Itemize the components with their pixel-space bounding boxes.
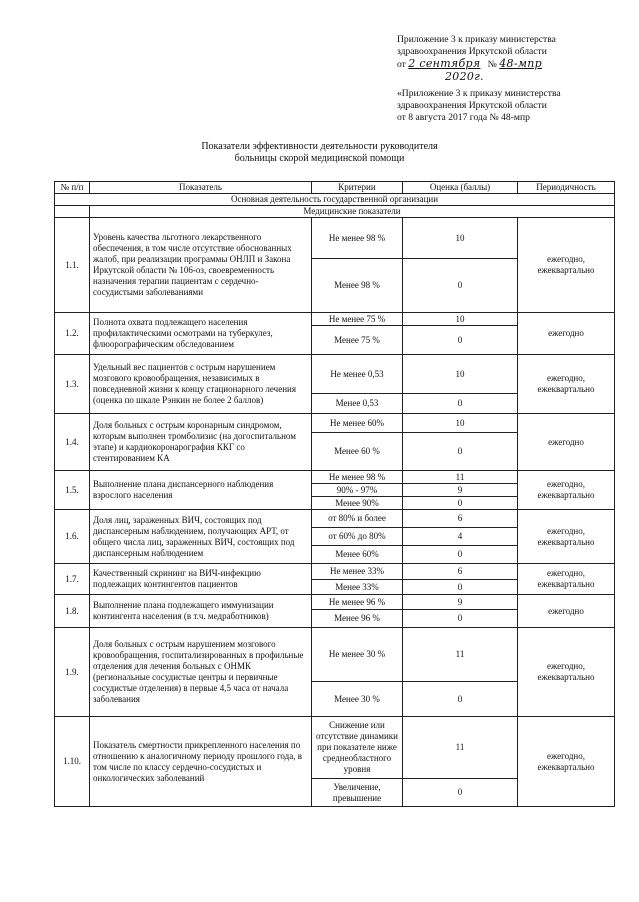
- score-cell: 0: [403, 394, 518, 414]
- table-row: [55, 628, 615, 682]
- indicators-table: [54, 181, 615, 807]
- score-cell: 11: [403, 628, 518, 682]
- title-line2: больницы скорой медицинской помощи: [234, 153, 405, 164]
- criteria-cell: 90% - 97%: [312, 484, 403, 497]
- criteria-cell: Не менее 33%: [312, 564, 403, 580]
- score-cell: 10: [403, 218, 518, 259]
- score-cell: 0: [403, 779, 518, 807]
- header-line4: [397, 71, 556, 84]
- title-line1: Показатели эффективности деятельности руководителя: [201, 141, 438, 152]
- row-number: 1.10.: [55, 717, 90, 807]
- header-line1: Приложение 3 к приказу министерства: [397, 34, 556, 45]
- approval-header: [397, 34, 556, 84]
- indicator-text: Доля лиц, зараженных ВИЧ, состоящих под диспансерным наблюдением, получающих АРТ, от общего числа лиц, зараженных ВИЧ, состоящих под диспансерным наблюдением: [90, 510, 312, 564]
- row-number: 1.9.: [55, 628, 90, 717]
- table-row: [55, 564, 615, 580]
- score-cell: 0: [403, 326, 518, 355]
- score-cell: 0: [403, 433, 518, 471]
- score-cell: 9: [403, 595, 518, 610]
- criteria-cell: Менее 60%: [312, 546, 403, 564]
- row-number: 1.4.: [55, 414, 90, 471]
- criteria-cell: Менее 90%: [312, 497, 403, 510]
- criteria-cell: Снижение или отсутствие динамики при показателе ниже среднеобластного уровня: [312, 717, 403, 779]
- score-cell: 10: [403, 414, 518, 433]
- handwritten-date: 2 сентября: [408, 57, 481, 70]
- row-number: 1.3.: [55, 355, 90, 414]
- score-cell: 0: [403, 610, 518, 628]
- criteria-cell: Менее 0,53: [312, 394, 403, 414]
- criteria-cell: Менее 75 %: [312, 326, 403, 355]
- subsection-row: [55, 206, 615, 218]
- criteria-cell: Не менее 98 %: [312, 218, 403, 259]
- criteria-cell: Менее 30 %: [312, 682, 403, 717]
- periodicity-cell: ежегодно, ежеквартально: [518, 471, 615, 510]
- ref-line1: «Приложение 3 к приказу министерства: [397, 88, 561, 99]
- periodicity-cell: ежегодно, ежеквартально: [518, 218, 615, 313]
- subsection-title: Медицинские показатели: [90, 206, 615, 218]
- criteria-cell: Не менее 75 %: [312, 313, 403, 326]
- score-cell: 9: [403, 484, 518, 497]
- score-cell: 6: [403, 564, 518, 580]
- row-number: 1.7.: [55, 564, 90, 595]
- score-cell: 0: [403, 259, 518, 313]
- criteria-cell: Менее 96 %: [312, 610, 403, 628]
- col-header-num: № п/п: [55, 182, 90, 194]
- table-row: [55, 218, 615, 259]
- document-title: [0, 141, 639, 165]
- criteria-cell: Не менее 98 %: [312, 471, 403, 484]
- ref-line3: от 8 августа 2017 года № 48-мпр: [397, 112, 530, 123]
- indicator-text: Качественный скрининг на ВИЧ-инфекцию подлежащих контингентов пациентов: [90, 564, 312, 595]
- table-row: [55, 595, 615, 610]
- table-row: [55, 717, 615, 779]
- indicator-text: Выполнение плана диспансерного наблюдения взрослого населения: [90, 471, 312, 510]
- criteria-cell: Не менее 60%: [312, 414, 403, 433]
- header-line3: от 2 сентября № 48-мпр: [397, 57, 542, 70]
- indicator-text: Выполнение плана подлежащего иммунизации контингента населения (в т.ч. медработников): [90, 595, 312, 628]
- indicator-text: Показатель смертности прикрепленного населения по отношению к аналогичному периоду прошлого года, в том числе по классу сердечно-сосудистых и онкологических заболеваний: [90, 717, 312, 807]
- table-row: [55, 510, 615, 528]
- indicator-text: Удельный вес пациентов с острым нарушением мозгового кровообращения, независимых в повседневной жизни к концу стационарного лечения (оценка по шкале Рэнкин не более 2 баллов): [90, 355, 312, 414]
- periodicity-cell: ежегодно: [518, 313, 615, 355]
- criteria-cell: Не менее 0,53: [312, 355, 403, 394]
- score-cell: 0: [403, 580, 518, 595]
- section-title: Основная деятельность государственной организации: [55, 194, 615, 206]
- score-cell: 0: [403, 682, 518, 717]
- row-number: 1.6.: [55, 510, 90, 564]
- table-row: [55, 471, 615, 484]
- table-row: [55, 313, 615, 326]
- table-row: [55, 355, 615, 394]
- criteria-cell: Менее 60 %: [312, 433, 403, 471]
- section-row: [55, 194, 615, 206]
- periodicity-cell: ежегодно, ежеквартально: [518, 355, 615, 414]
- row-number: 1.1.: [55, 218, 90, 313]
- score-cell: 0: [403, 497, 518, 510]
- header-line2: здравоохранения Иркутской области: [397, 46, 547, 57]
- row-number: 1.5.: [55, 471, 90, 510]
- criteria-cell: от 60% до 80%: [312, 528, 403, 546]
- criteria-cell: от 80% и более: [312, 510, 403, 528]
- criteria-cell: Менее 33%: [312, 580, 403, 595]
- col-header-indicator: Показатель: [90, 182, 312, 194]
- ref-line2: здравоохранения Иркутской области: [397, 100, 547, 111]
- score-cell: 10: [403, 355, 518, 394]
- score-cell: 6: [403, 510, 518, 528]
- periodicity-cell: ежегодно, ежеквартально: [518, 564, 615, 595]
- indicator-text: Полнота охвата подлежащего населения профилактическими осмотрами на туберкулез, флюорографическим обследованием: [90, 313, 312, 355]
- indicator-text: Доля больных с острым нарушением мозгового кровообращения, госпитализированных в профильные отделения для лечения больных с ОНМК (региональные сосудистые центры и первичные сосудистые отделения) в первые 4,5 часа от начала заболевания: [90, 628, 312, 717]
- criteria-cell: Увеличение, превышение: [312, 779, 403, 807]
- score-cell: 10: [403, 313, 518, 326]
- handwritten-year: 2020г.: [445, 70, 484, 83]
- periodicity-cell: ежегодно, ежеквартально: [518, 717, 615, 807]
- col-header-criteria: Критерии: [312, 182, 403, 194]
- handwritten-number: 48-мпр: [499, 57, 542, 70]
- score-cell: 4: [403, 528, 518, 546]
- indicator-text: Доля больных с острым коронарным синдромом, которым выполнен тромболизис (на догоспитальном этапе) и кардиокоронарография ККГ со стентированием КА: [90, 414, 312, 471]
- periodicity-cell: ежегодно: [518, 414, 615, 471]
- indicator-text: Уровень качества льготного лекарственного обеспечения, в том числе отсутствие обоснованных жалоб, при реализации программы ОНЛП и Закона Иркутской области № 106-оз, своевременность назначения терапии пациентам с сердечно-сосудистыми заболеваниями: [90, 218, 312, 313]
- score-cell: 11: [403, 717, 518, 779]
- row-number: 1.8.: [55, 595, 90, 628]
- col-header-score: Оценка (баллы): [403, 182, 518, 194]
- criteria-cell: Не менее 30 %: [312, 628, 403, 682]
- score-cell: 11: [403, 471, 518, 484]
- periodicity-cell: ежегодно, ежеквартально: [518, 510, 615, 564]
- table-row: [55, 414, 615, 433]
- score-cell: 0: [403, 546, 518, 564]
- row-number: 1.2.: [55, 313, 90, 355]
- periodicity-cell: ежегодно: [518, 595, 615, 628]
- col-header-period: Периодичность: [518, 182, 615, 194]
- criteria-cell: Менее 98 %: [312, 259, 403, 313]
- criteria-cell: Не менее 96 %: [312, 595, 403, 610]
- table-header-row: [55, 182, 615, 194]
- reference-header: [397, 88, 561, 124]
- periodicity-cell: ежегодно, ежеквартально: [518, 628, 615, 717]
